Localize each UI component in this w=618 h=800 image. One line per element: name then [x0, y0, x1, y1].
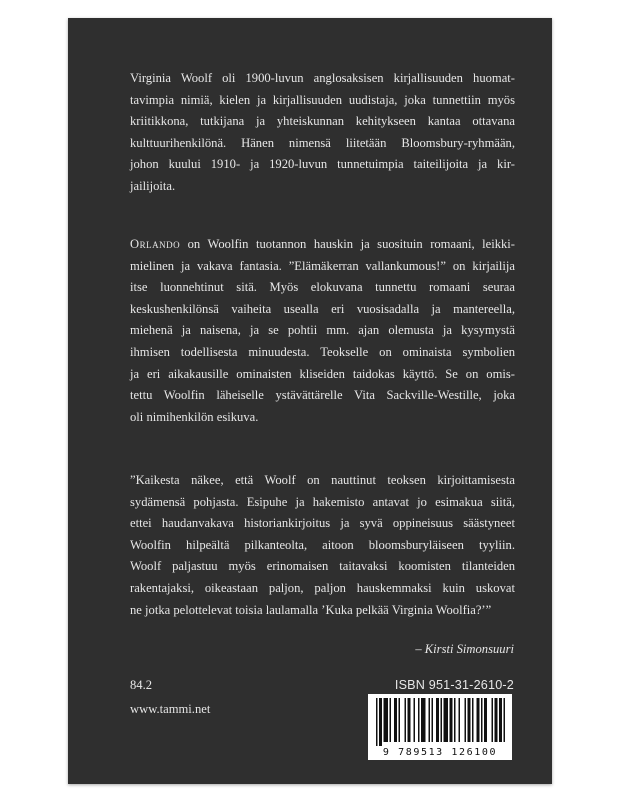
barcode-bar — [390, 698, 392, 742]
paragraph-line: itse luonnehtinut sitä. Myös elokuvana tunnettu romaani seuraa — [130, 280, 515, 295]
barcode-bar — [459, 698, 461, 742]
barcode-bar — [441, 698, 443, 742]
barcode-bar — [504, 698, 506, 742]
paragraph-line-text: on Woolfin tuotannon hauskin ja suosituin romaani, leikki- — [180, 237, 515, 251]
paragraph-line: mielinen ja vakava fantasia. ”Elämäkerran vallankumous!” on kirjailija — [130, 258, 515, 273]
paragraph-line: Virginia Woolf oli 1900-luvun anglosaksisen kirjallisuuden huomat- — [130, 71, 515, 85]
barcode-bars-graphic — [368, 694, 512, 748]
paragraph-line: ne jotka pelottelevat toisia laulamalla ’Kuka pelkää Virginia Woolfia?’” — [130, 602, 492, 617]
review-quote-paragraph — [130, 470, 515, 621]
barcode-bar — [421, 698, 426, 742]
paragraph-line: ”Kaikesta näkee, että Woolf on nauttinut teoksen kirjoittamisesta — [130, 473, 515, 487]
paragraph-line: sydämensä pohjasta. Esipuhe ja hakemisto antavat jo esimakua siitä, — [130, 494, 515, 509]
barcode-bar — [379, 698, 382, 746]
barcode-bar — [429, 698, 431, 742]
paragraph-line: ja eri aikakausille ominaisten kliseiden taidokas käyttö. Se on omis- — [130, 366, 515, 381]
barcode-bar — [436, 698, 439, 742]
paragraph-line: tavimpia nimiä, kielen ja kirjallisuuden uudistaja, joka tunnettiin myös — [130, 92, 515, 107]
paragraph-line: oli nimihenkilön esikuva. — [130, 409, 259, 424]
paragraph-line: ettei haudanvakava historiankirjoitus ja syvä oppineisuus säästyneet — [130, 516, 515, 531]
barcode-bar — [477, 698, 480, 742]
barcode-bar — [394, 698, 397, 742]
barcode-digits: 9 789513 126100 — [382, 747, 498, 758]
barcode-bar — [468, 698, 471, 742]
barcode-bar — [465, 698, 467, 742]
barcode-bar — [432, 698, 434, 742]
book-back-cover — [68, 18, 552, 784]
barcode-bar — [454, 698, 456, 742]
barcode-bar — [444, 698, 449, 742]
paragraph-line: rakentajaksi, oikeastaan paljon, paljon hauskemmaksi kuin uskovat — [130, 580, 515, 595]
paragraph-line: jailijoita. — [130, 178, 176, 193]
paragraph-line: keskushenkilönsä vaiheita usealla eri vuosisadalla ja mantereella, — [130, 301, 515, 316]
quote-attribution: – Kirsti Simonsuuri — [415, 642, 514, 656]
paragraph-line: kulttuurihenkilönä. Hänen nimensä liitetään Bloomsbury-ryhmään, — [130, 135, 515, 150]
paragraph-line: ihmisen todellisesta minuudesta. Teokselle on ominaista symbolien — [130, 344, 515, 359]
price-code: 84.2 — [130, 678, 153, 692]
novel-description-paragraph — [130, 234, 515, 428]
paragraph-line: kriitikkona, tutkijana ja yhteiskunnan kehitykseen kantaa ottavana — [130, 114, 515, 129]
barcode-bar — [495, 698, 498, 742]
paragraph-line: tettu Woolfin läheiselle ystävättärelle Vita Sackville-Westille, joka — [130, 388, 515, 403]
barcode-bar — [450, 698, 453, 742]
barcode-bar — [418, 698, 420, 742]
barcode-bar — [376, 698, 378, 746]
isbn-number: ISBN 951-31-2610-2 — [394, 678, 514, 692]
barcode-bar — [405, 698, 407, 742]
barcode-bar — [408, 698, 411, 742]
barcode-bar — [399, 698, 401, 742]
barcode-bar — [472, 698, 474, 742]
book-title-smallcaps: Orlando — [130, 237, 181, 251]
barcode-bar — [499, 698, 502, 742]
barcode-bar — [384, 698, 389, 742]
paragraph-line — [130, 234, 515, 256]
barcode — [368, 694, 512, 760]
paragraph-line: Woolf paljastuu myös erinomaisen taitavaksi koomisten tilanteiden — [130, 559, 515, 574]
barcode-bar — [484, 698, 487, 742]
barcode-bar — [481, 698, 483, 742]
paragraph-line: miehenä ja naisena, ja se pohtii mm. ajan olemusta ja kysymystä — [130, 323, 515, 338]
author-intro-paragraph — [130, 68, 515, 198]
barcode-bar — [492, 698, 494, 742]
paragraph-line: johon kuului 1910- ja 1920-luvun tunnetuimpia taiteilijoita ja kir- — [130, 157, 515, 172]
paragraph-line: Woolfin hilpeältä pilkanteolta, aitoon bloomsburyläiseen tyyliin. — [130, 537, 515, 552]
publisher-website: www.tammi.net — [130, 702, 211, 716]
barcode-bar — [414, 698, 416, 742]
